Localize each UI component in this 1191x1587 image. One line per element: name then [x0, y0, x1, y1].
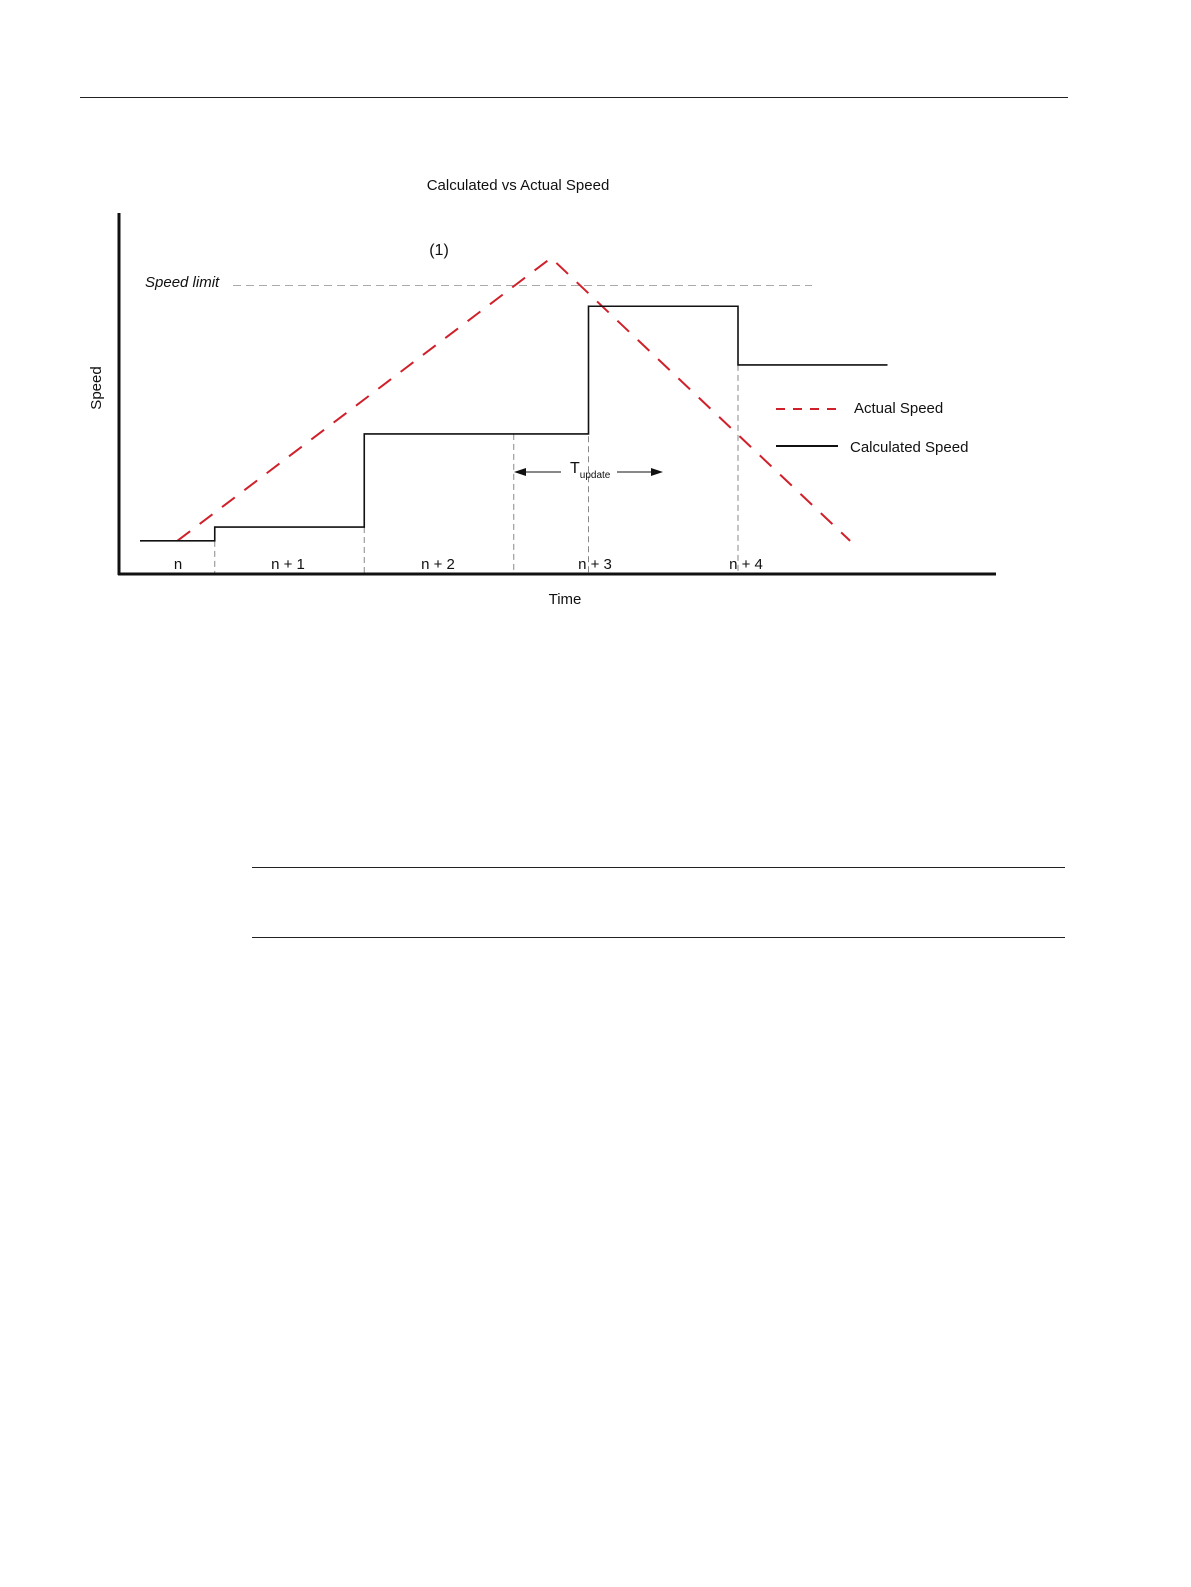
x-axis-label: Time: [548, 591, 582, 608]
interval-label: n: [173, 556, 183, 573]
interval-label: n + 1: [271, 556, 305, 573]
interval-label: n + 3: [578, 556, 612, 573]
legend-label-actual: Actual Speed: [854, 400, 944, 417]
legend: [776, 400, 968, 456]
tupdate-marker: [514, 460, 663, 481]
interval-label: n + 2: [421, 556, 455, 573]
tupdate-label: $T_{update}$: [570, 460, 611, 481]
note-bottom-rule: [252, 937, 1065, 938]
note-top-rule: [252, 867, 1065, 868]
speed-limit-label: Speed limit: [145, 274, 220, 291]
plot-lines: [140, 258, 888, 574]
legend-label-calculated: Calculated Speed: [850, 439, 969, 456]
peak-annotation: (1): [429, 242, 449, 259]
speed-chart: [0, 0, 1191, 640]
chart-title: Calculated vs Actual Speed: [426, 177, 610, 194]
y-axis-label: Speed: [88, 366, 105, 410]
interval-label: n + 4: [729, 556, 763, 573]
